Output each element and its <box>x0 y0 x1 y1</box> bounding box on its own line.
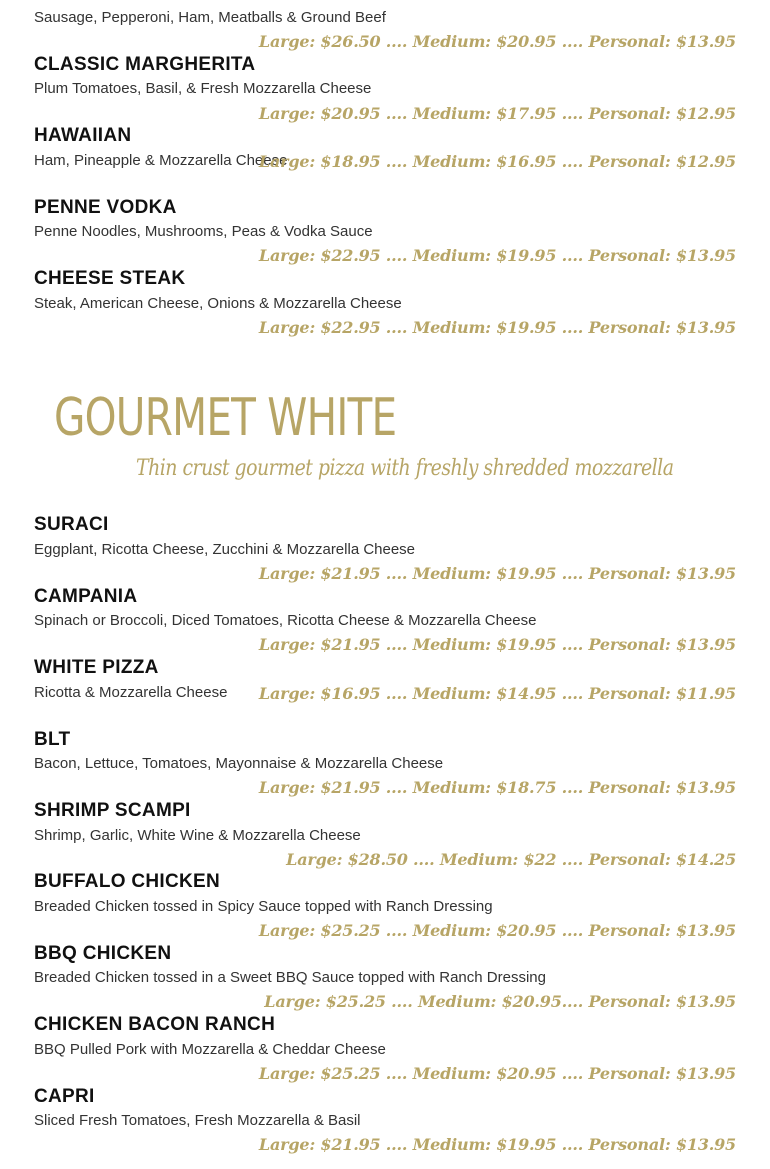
item-price: Large: $21.95 .... Medium: $19.95 .... Personal: $13.95 <box>258 1135 736 1154</box>
item-description: Shrimp, Garlic, White Wine & Mozzarella Cheese <box>34 827 361 844</box>
menu-item-top-0 <box>34 0 736 60</box>
section-title: GOURMET WHITE <box>54 388 397 448</box>
item-price: Large: $26.50 .... Medium: $20.95 .... Personal: $13.95 <box>258 32 736 51</box>
item-description: Ricotta & Mozzarella Cheese <box>34 684 228 701</box>
menu-item-penne-vodka <box>34 197 736 267</box>
item-name: WHITE PIZZA <box>34 657 159 678</box>
item-name: SURACI <box>34 514 109 535</box>
item-description: Steak, American Cheese, Onions & Mozzarella Cheese <box>34 295 402 312</box>
item-price: Large: $21.95 .... Medium: $18.75 .... Personal: $13.95 <box>258 778 736 797</box>
item-description: Sausage, Pepperoni, Ham, Meatballs & Ground Beef <box>34 9 386 26</box>
item-description: Plum Tomatoes, Basil, & Fresh Mozzarella Cheese <box>34 80 372 97</box>
menu-item-classic-margherita <box>34 54 736 124</box>
menu-item-buffalo-chicken <box>34 871 736 941</box>
section-subtitle: Thin crust gourmet pizza with freshly shredded mozzarella <box>136 456 674 481</box>
item-price: Large: $25.25 .... Medium: $20.95 .... Personal: $13.95 <box>258 921 736 940</box>
item-price: Large: $25.25 .... Medium: $20.95.... Personal: $13.95 <box>264 992 736 1011</box>
menu-item-suraci <box>34 514 736 584</box>
item-name: HAWAIIAN <box>34 125 132 146</box>
item-description: Spinach or Broccoli, Diced Tomatoes, Ricotta Cheese & Mozzarella Cheese <box>34 612 537 629</box>
item-price: Large: $22.95 .... Medium: $19.95 .... Personal: $13.95 <box>258 246 736 265</box>
item-name: CAPRI <box>34 1086 95 1107</box>
item-name: BUFFALO CHICKEN <box>34 871 221 892</box>
item-price: Large: $28.50 .... Medium: $22 .... Personal: $14.25 <box>286 850 736 869</box>
item-price: Large: $18.95 .... Medium: $16.95 .... Personal: $12.95 <box>258 152 736 171</box>
item-price: Large: $25.25 .... Medium: $20.95 .... Personal: $13.95 <box>258 1064 736 1083</box>
item-description: Breaded Chicken tossed in a Sweet BBQ Sauce topped with Ranch Dressing <box>34 969 546 986</box>
item-description: Penne Noodles, Mushrooms, Peas & Vodka Sauce <box>34 223 373 240</box>
item-description: Sliced Fresh Tomatoes, Fresh Mozzarella & Basil <box>34 1112 361 1129</box>
item-description: Bacon, Lettuce, Tomatoes, Mayonnaise & Mozzarella Cheese <box>34 755 444 772</box>
item-price: Large: $20.95 .... Medium: $17.95 .... Personal: $12.95 <box>258 104 736 123</box>
item-price: Large: $21.95 .... Medium: $19.95 .... Personal: $13.95 <box>258 564 736 583</box>
menu-item-white-pizza <box>34 657 736 717</box>
menu-item-blt <box>34 729 736 799</box>
item-price: Large: $16.95 .... Medium: $14.95 .... Personal: $11.95 <box>258 684 736 703</box>
menu-item-bbq-chicken <box>34 943 736 1013</box>
menu-item-campania <box>34 586 736 656</box>
menu-item-cheese-steak <box>34 268 736 338</box>
item-name: BBQ CHICKEN <box>34 943 172 964</box>
menu-item-shrimp-scampi <box>34 800 736 870</box>
item-description: Ham, Pineapple & Mozzarella Cheese <box>34 152 288 169</box>
item-price: Large: $22.95 .... Medium: $19.95 .... Personal: $13.95 <box>258 318 736 337</box>
item-name: CHICKEN BACON RANCH <box>34 1014 276 1035</box>
menu-item-capri <box>34 1086 736 1156</box>
menu-item-hawaiian <box>34 125 736 185</box>
item-description: BBQ Pulled Pork with Mozzarella & Cheddar Cheese <box>34 1041 386 1058</box>
item-name: SHRIMP SCAMPI <box>34 800 191 821</box>
item-name: CHEESE STEAK <box>34 268 186 289</box>
menu-item-chicken-bacon-ranch <box>34 1014 736 1084</box>
item-name: CAMPANIA <box>34 586 138 607</box>
item-name: PENNE VODKA <box>34 197 177 218</box>
item-name: CLASSIC MARGHERITA <box>34 54 256 75</box>
item-description: Breaded Chicken tossed in Spicy Sauce topped with Ranch Dressing <box>34 898 493 915</box>
item-price: Large: $21.95 .... Medium: $19.95 .... Personal: $13.95 <box>258 635 736 654</box>
item-name: BLT <box>34 729 71 750</box>
item-description: Eggplant, Ricotta Cheese, Zucchini & Mozzarella Cheese <box>34 541 416 558</box>
